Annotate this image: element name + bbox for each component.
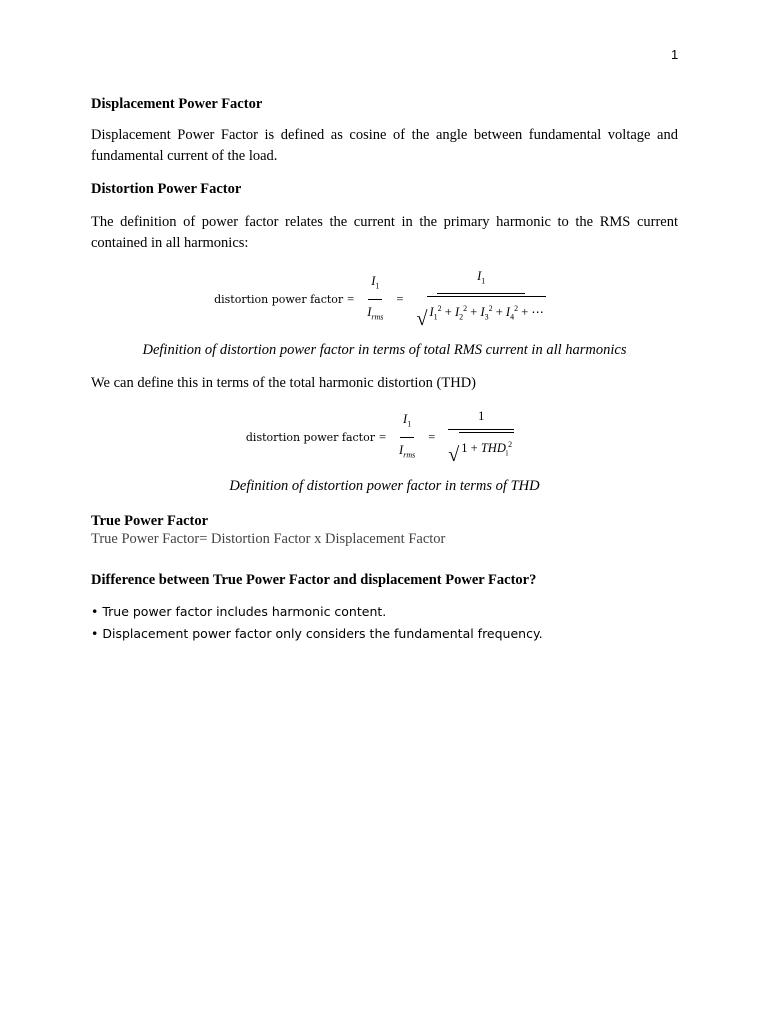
equation-rms: distortion power factor = $\frac{I_1}{I_{rms}}$ = $I_1$ √ $I_1^2 + I_2^2 + I_3^2 + I_4^2$ + ⋯ [91,270,678,328]
fraction-i1-sqrt-sum: $I_1$ √ $I_1^2 + I_2^2 + I_3^2 + I_4^2$ + ⋯ [413,266,548,332]
thd-intro: We can define this in terms of the total harmonic distortion (THD) [91,375,476,391]
equation-label: distortion power factor [245,430,375,444]
list-item: • Displacement power factor only considers the fundamental frequency. [91,626,543,641]
equation-label: distortion power factor [214,292,344,306]
fraction-i1-irms: $\frac{I_1}{I_{rms}}$ [364,271,386,327]
distortion-heading: Distortion Power Factor [91,181,242,197]
caption-thd: Definition of distortion power factor in terms of THD [229,478,540,494]
equation-thd: distortion power factor = $\frac{I_1}{I_{rms}}$ = 1 √ $1 + THD_i^2$ [91,412,678,462]
difference-list [91,601,678,645]
list-item: • True power factor includes harmonic content. [91,604,387,619]
true-body: True Power Factor= Distortion Factor x Displacement Factor [91,531,446,547]
fraction-i1-irms: $\frac{I_1}{I_{rms}}$ [396,409,418,465]
caption-rms: Definition of distortion power factor in terms of total RMS current in all harmonics [142,342,627,358]
displacement-heading: Displacement Power Factor [91,96,263,112]
displacement-body: Displacement Power Factor is defined as cosine of the angle between fundamental voltage and fundamental current of the load. [91,127,678,164]
true-heading: True Power Factor [91,513,209,529]
document-body [91,94,678,645]
difference-heading: Difference between True Power Factor and displacement Power Factor? [91,572,537,588]
page-number: 1 [671,47,679,62]
fraction-one-sqrt-thd: 1 √ $1 + THD_i^2$ [445,406,517,468]
distortion-body: The definition of power factor relates the current in the primary harmonic to the RMS current contained in all harmonics: [91,214,678,251]
